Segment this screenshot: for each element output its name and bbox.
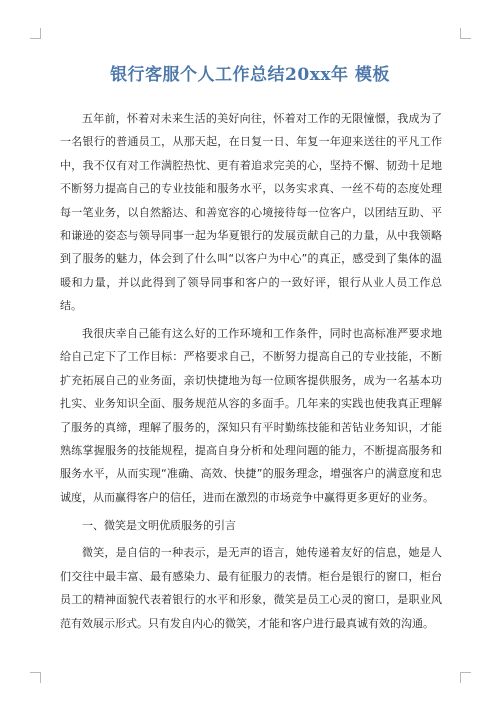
crop-mark-bottom-right	[460, 672, 471, 683]
paragraph-smile: 微笑，是自信的一种表示，是无声的语言，她传递着友好的信息，她是人们交往中最丰富、最有感染力、最有征服力的表情。柜台是银行的窗口，柜台员工的精神面貌代表着银行的水平和形象，微笑是员工心灵的窗口，是职业风范有效展示形式。只有发自内心的微笑，才能和客户进行最真诚有效的沟通。	[60, 546, 442, 630]
paragraph-goals: 我很庆幸自己能有这么好的工作环境和工作条件，同时也高标准严要求地给自己定下了工作目标：严格要求自己，不断努力提高自己的专业技能，不断扩充拓展自己的业务面，亲切快捷地为每一位顾客提供服务，成为一名基本功扎实、业务知识全面、服务规范从容的多面手。几年来的实践也使我真正理解了服务的真缔，理解了服务的，深知只有平时勤练技能和苦钻业务知识，才能熟练掌握服务的技能规程，提高自身分析和处理问题的能力，不断提高服务和服务水平，从而实现“准确、高效、快捷”的服务理念，增强客户的满意度和忠诚度，从而赢得客户的信任，进而在激烈的市场竞争中赢得更多更好的业务。	[60, 327, 442, 504]
crop-mark-top-right	[460, 28, 471, 39]
document-title: 银行客服个人工作总结20xx年 模板	[110, 65, 390, 85]
paragraph-intro: 五年前，怀着对未来生活的美好向往，怀着对工作的无限憧憬，我成为了一名银行的普通员工，从那天起，在日复一日、年复一年迎来送往的平凡工作中，我不仅有对工作满腔热忱、更有着追求完美的心，坚持不懈、韧劲十足地不断努力提高自己的专业技能和服务水平，以务实求真、一丝不苟的态度处理每一笔业务，以自然豁达、和善宽容的心境接待每一位客户，以团结互助、平和谦逊的姿态与领导同事一起为华夏银行的发展贡献自己的力量，从中我领略到了服务的魅力，体会到了什么叫“以客户为中心”的真正，感受到了集体的温暖和力量，并以此得到了领导同事和客户的一致好评，银行从业人员工作总结。	[60, 112, 442, 313]
crop-mark-bottom-left	[30, 672, 41, 683]
document-body	[60, 107, 442, 635]
crop-mark-top-left	[30, 28, 41, 39]
section-heading-smile: 一、微笑是文明优质服务的引言	[82, 518, 236, 532]
